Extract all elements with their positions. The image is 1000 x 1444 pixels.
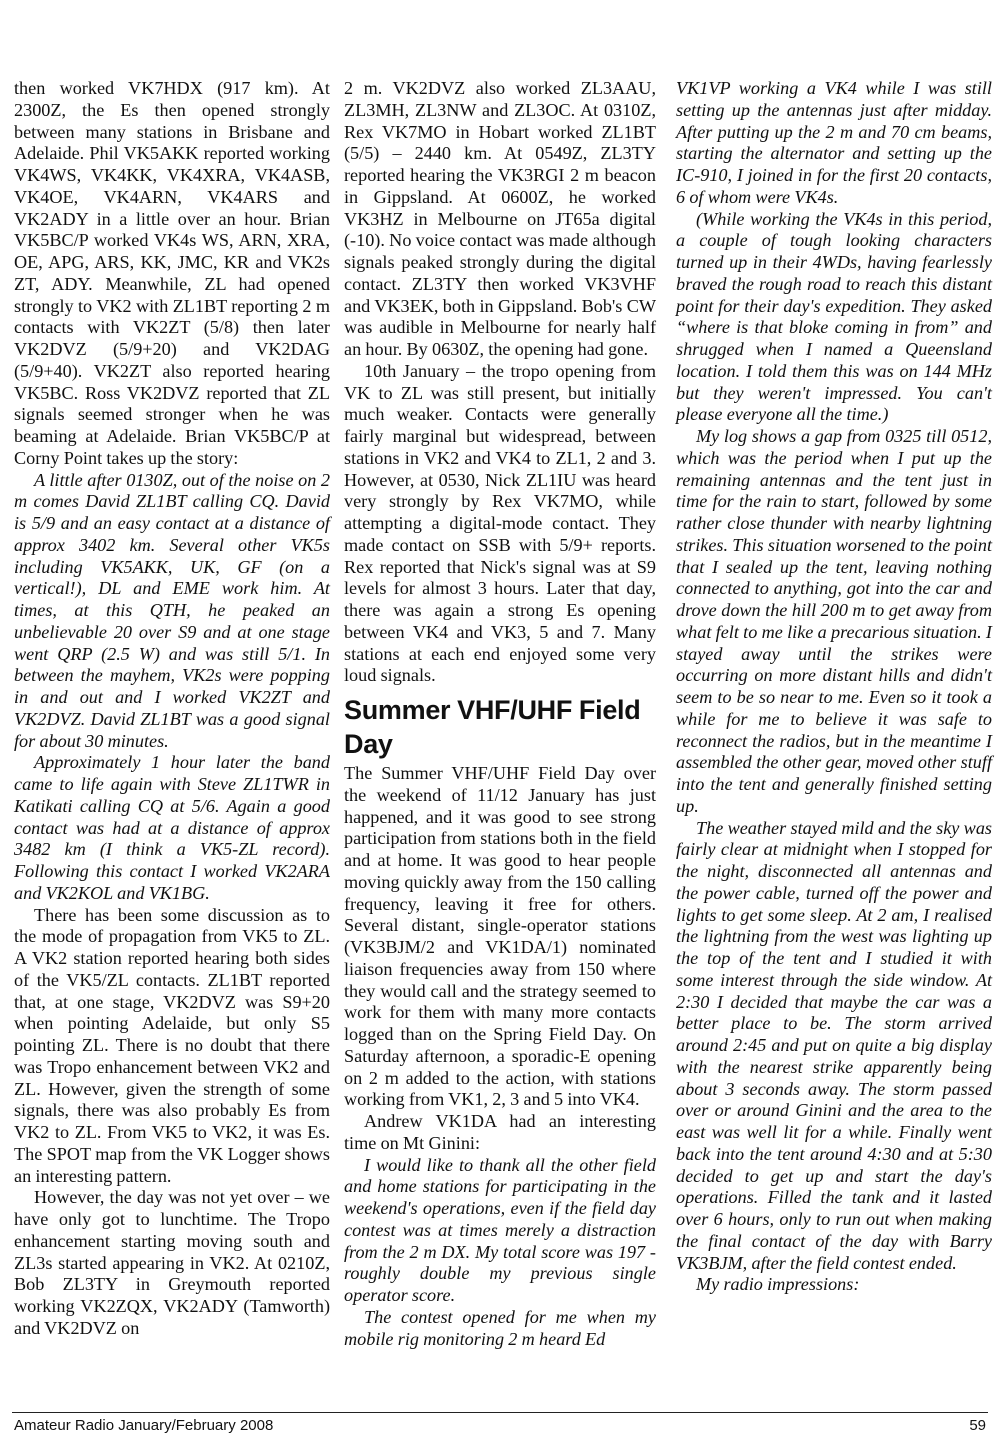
paragraph: A little after 0130Z, out of the noise on 2 m comes David ZL1BT calling CQ. David is 5/9 and an easy contact at a distance of approx 3402 km. Several other VK5s including VK5AKK, UK, GF (on a vertical!), DL and EME work him. At times, at this QTH, he peaked an unbelievable 20 over S9 and at one stage went QRP (2.5 W) and was still 5/1. In between the mayhem, VK2s were popping in and out and I worked VK2ZT and VK2DVZ. David ZL1BT was a good signal for about 30 minutes. (14, 469, 330, 751)
paragraph: My log shows a gap from 0325 till 0512, which was the period when I put up the remaining antennas and the tent just in time for the rain to start, followed by some rather close thunder with nearby lightning strikes. This situation worsened to the point that I sealed up the tent, leaving nothing connected to anything, got into the car and drove down the hill 200 m to get away from what felt to me like a precarious situation. I stayed away until the strikes were occurring on more distant hills and didn't seem to be so near to me. Even so it took a while for me to believe it was safe to reconnect the radios, but in the meantime I assembled the other gear, moved other stuff into the tent and generally finished setting up. (676, 426, 992, 816)
paragraph: VK1VP working a VK4 while I was still setting up the antennas just after midday. After putting up the 2 m and 70 cm beams, starting the alternator and setting up the IC-910, I joined in for the first 20 contacts, 6 of whom were VK4s. (676, 78, 992, 207)
paragraph: 10th January – the tropo opening from VK to ZL was still present, but initially much weaker. Contacts were generally fairly marginal but widespread, between stations in VK2 and VK4 to ZL1, 2 and 3. However, at 0530, Nick ZL1IU was heard very strongly by Rex VK7MO, while attempting a digital-mode contact. They made contact on SSB with 5/9+ reports. Rex reported that Nick's signal was at S9 levels for almost 3 hours. Later that day, there was again a strong Es opening between VK4 and VK3, 5 and 7. Many stations at each end enjoyed some very loud signals. (344, 360, 656, 686)
footer-divider (12, 1412, 988, 1413)
section-heading: Summer VHF/UHF Field Day (344, 695, 641, 759)
paragraph: (While working the VK4s in this period, a couple of tough looking characters turned up in their 4WDs, having fearlessly braved the rough road to reach this distant point for their day's expedition. They asked “where is that bloke coming in from” and shrugged when I named a Queensland location. I told them this was on 144 MHz but they weren't impressed. You can't please everyone all the time.) (676, 208, 992, 425)
column-2-bottom-paragraphs (344, 763, 656, 1350)
paragraph: Approximately 1 hour later the band came to life again with Steve ZL1TWR in Katikati calling CQ at 5/6. Again a good contact was had at a distance of approx 3482 km (I think a VK5-ZL record). Following this contact I worked VK2ARA and VK2KOL and VK1BG. (14, 752, 330, 903)
column-2-top-paragraphs (344, 78, 656, 687)
footer-page-number: 59 (969, 1417, 986, 1434)
paragraph: then worked VK7HDX (917 km). At 2300Z, the Es then opened strongly between many stations in Brisbane and Adelaide. Phil VK5AKK reported working VK4WS, VK4KK, VK4XRA, VK4ASB, VK4OE, VK4ARN, VK4ARS and VK2ADY in a little over an hour. Brian VK5BC/P worked VK4s WS, ARN, XRA, OE, APG, ARS, KK, JMC, KR and VK2s ZT, ADY. Meanwhile, ZL had opened strongly to VK2 with ZL1BT reporting 2 m contacts with VK2ZT (5/8) then later VK2DVZ (5/9+20) and VK2DAG (5/9+40). VK2ZT also reported hearing VK5BC. Ross VK2DVZ reported that ZL signals seemed stronger when he was beaming at Adelaide. Brian VK5BC/P at Corny Point takes up the story: (14, 78, 330, 468)
paragraph: 2 m. VK2DVZ also worked ZL3AAU, ZL3MH, ZL3NW and ZL3OC. At 0310Z, Rex VK7MO in Hobart worked ZL1BT (5/5) – 2440 km. At 0549Z, ZL3TY reported hearing the VK3RGI 2 m beacon in Gippsland. At 0600Z, he worked VK3HZ in Melbourne on JT65a digital (-10). No voice contact was made although signals peaked strongly during the digital contact. ZL3TY then worked VK3VHF and VK3EK, both in Gippsland. Bob's CW was audible in Melbourne for nearly half an hour. By 0630Z, the opening had gone. (344, 78, 656, 359)
paragraph: There has been some discussion as to the mode of propagation from VK5 to ZL. A VK2 station reported hearing both sides of the VK5/ZL contacts. ZL1BT reported that, at one stage, VK2DVZ was S9+20 when pointing Adelaide, but only S5 pointing ZL. There is no doubt that there was Tropo enhancement between VK2 and ZL. However, given the strength of some signals, there was also probably Es from VK2 to ZL. From VK5 to VK2, it was Es. The SPOT map from the VK Logger shows an interesting pattern. (14, 904, 330, 1186)
paragraph: However, the day was not yet over – we have only got to lunchtime. The Tropo enhancement starting moving south and ZL3s started appearing in VK2. At 0210Z, Bob ZL3TY in Greymouth reported working VK2ZQX, VK2ADY (Tamworth) and VK2DVZ on (14, 1187, 330, 1338)
text-column-1 (14, 78, 330, 1340)
paragraph: I would like to thank all the other field and home stations for participating in the weekend's operations, even if the field day contest was at times merely a distraction from the 2 m DX. My total score was 197 - roughly double my previous single operator score. (344, 1154, 656, 1305)
paragraph: The weather stayed mild and the sky was fairly clear at midnight when I stopped for the night, disconnected all antennas and the power cable, turned off the power and lights to get some sleep. At 2 am, I realised the lightning from the west was lighting up the top of the tent and I studied it with some interest through the side window. At 2:30 I decided that maybe the car was a better place to be. The storm arrived around 2:45 and put on quite a big display with the nearest strike apparently being about 3 seconds away. The storm passed over or around Ginini and the area to the east was well lit for a while. Finally went back into the tent around 4:30 and at 5:30 decided to get up and start the day's operations. Filled the tank and it lasted over 6 hours, only to run out when making the final contact of the day with Barry VK3BJM, after the field contest ended. (676, 817, 992, 1273)
paragraph: The contest opened for me when my mobile rig monitoring 2 m heard Ed (344, 1306, 656, 1349)
footer-publication: Amateur Radio January/February 2008 (14, 1417, 274, 1434)
paragraph: My radio impressions: (696, 1274, 860, 1295)
text-column-2 (344, 78, 656, 1350)
text-column-3 (676, 78, 992, 1296)
paragraph: Andrew VK1DA had an interesting time on Mt Ginini: (344, 1111, 656, 1153)
paragraph: The Summer VHF/UHF Field Day over the weekend of 11/12 January has just happened, and it was good to see strong participation from stations both in the field and at home. It was good to hear people moving quickly away from the 150 calling frequency, leaving it free for others. Several distant, single-operator stations (VK3BJM/2 and VK1DA/1) nominated liaison frequencies away from 150 where they would call and the strategy seemed to work for them with many more contacts logged than on the Spring Field Day. On Saturday afternoon, a sporadic-E opening on 2 m added to the action, with stations working from VK1, 2, 3 and 5 into VK4. (344, 763, 656, 1110)
